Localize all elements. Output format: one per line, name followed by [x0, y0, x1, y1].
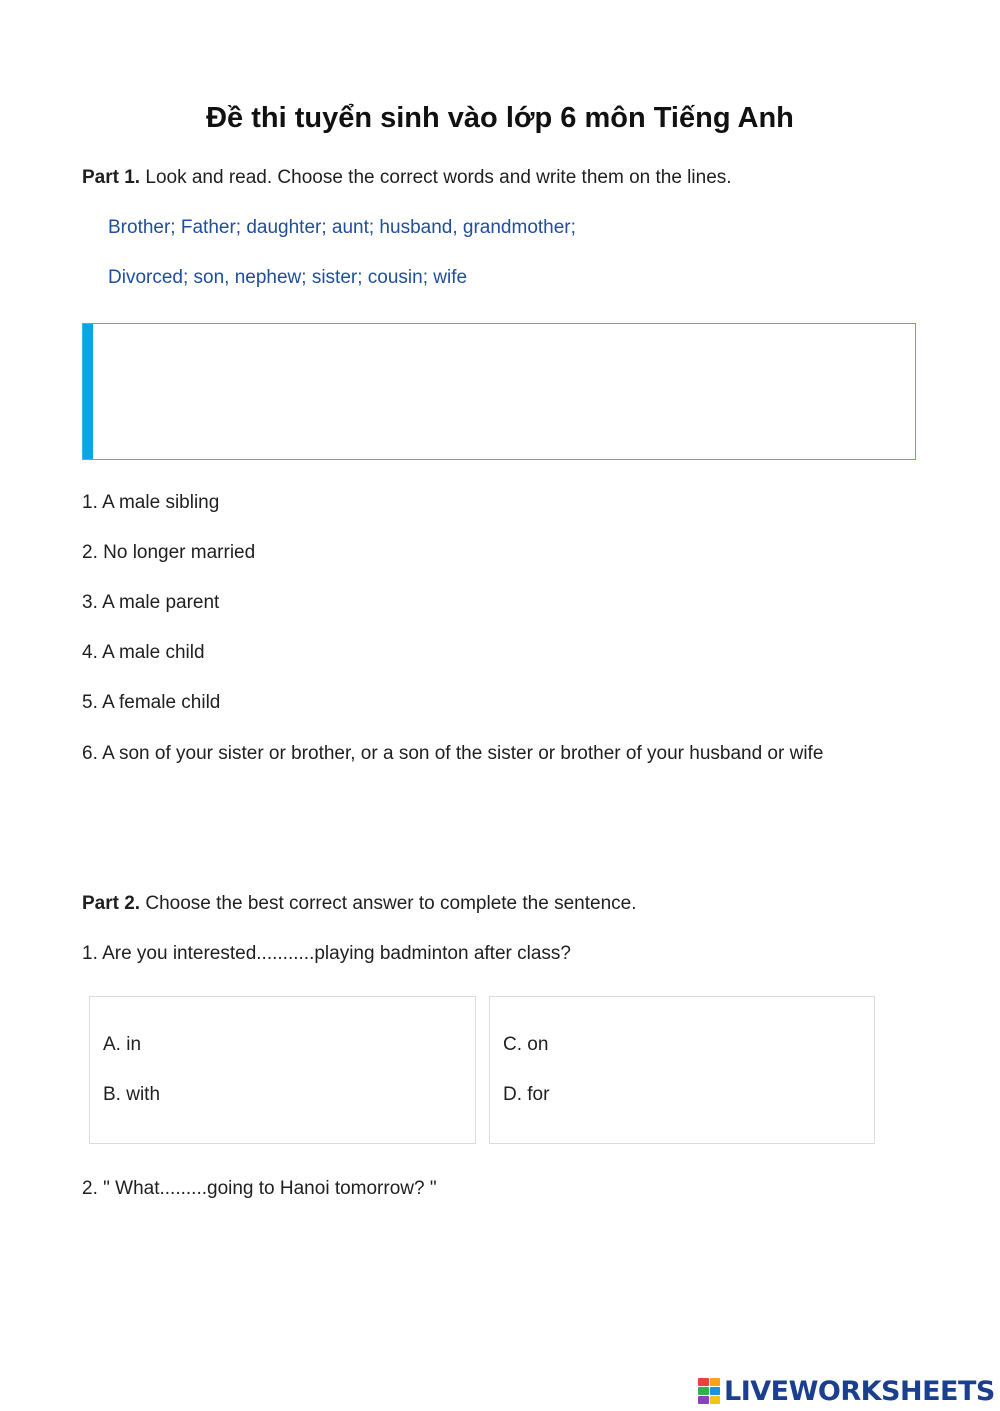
part1-instruction	[82, 167, 732, 189]
options-box-left	[89, 996, 476, 1144]
part1-item-4: 4. A male child	[82, 642, 205, 663]
option-b[interactable]: B. with	[103, 1084, 161, 1105]
option-a[interactable]: A. in	[103, 1034, 142, 1055]
part2-question-1: 1. Are you interested...........playing badminton after class?	[82, 943, 571, 964]
part1-item-2: 2. No longer married	[82, 542, 256, 563]
answer-box-accent-bar	[83, 324, 93, 459]
part1-item-5: 5. A female child	[82, 692, 221, 713]
part2-instruction-text: Choose the best correct answer to complete the sentence.	[140, 893, 637, 914]
options-box-right	[489, 996, 875, 1144]
part1-label: Part 1.	[82, 167, 141, 188]
word-bank-line-1: Brother; Father; daughter; aunt; husband, grandmother;	[108, 217, 576, 238]
liveworksheets-logo-text: LIVEWORKSHEETS	[724, 1375, 995, 1407]
word-bank-line-2: Divorced; son, nephew; sister; cousin; wife	[108, 267, 468, 288]
liveworksheets-logo-icon	[698, 1378, 720, 1404]
part2-label: Part 2.	[82, 893, 141, 914]
option-c[interactable]: C. on	[503, 1034, 549, 1055]
liveworksheets-logo	[698, 1376, 995, 1406]
part1-instruction-text: Look and read. Choose the correct words and write them on the lines.	[140, 167, 732, 188]
page-title: Đề thi tuyển sinh vào lớp 6 môn Tiếng Anh	[206, 102, 794, 134]
answer-input-box[interactable]	[82, 323, 916, 460]
part1-item-3: 3. A male parent	[82, 592, 220, 613]
option-d[interactable]: D. for	[503, 1084, 550, 1105]
part2-instruction	[82, 893, 636, 915]
part1-item-6: 6. A son of your sister or brother, or a son of the sister or brother of your husband or wife	[82, 743, 824, 764]
part2-question-2: 2. " What.........going to Hanoi tomorrow? "	[82, 1178, 437, 1199]
part1-item-1: 1. A male sibling	[82, 492, 220, 513]
